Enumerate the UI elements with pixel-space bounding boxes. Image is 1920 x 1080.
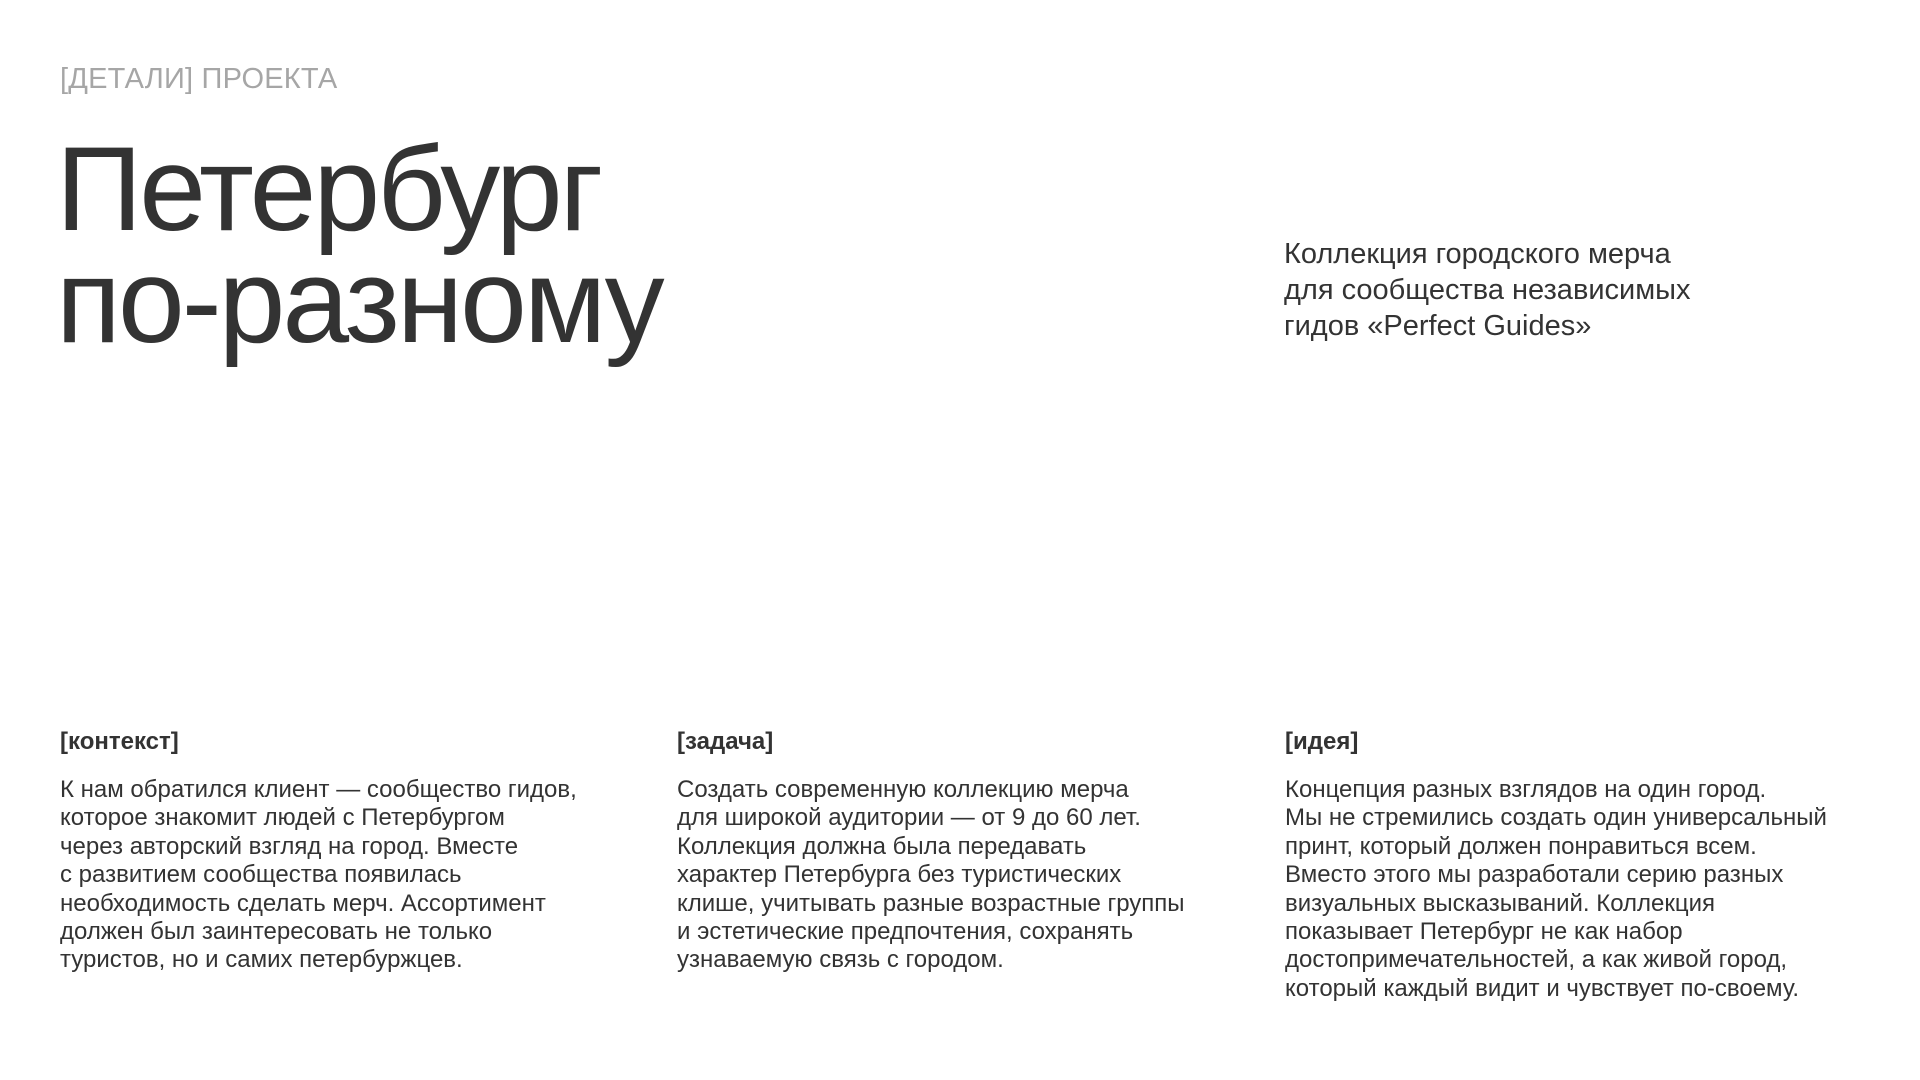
page-title xyxy=(56,122,662,368)
text-line: показывает Петербург не как набор xyxy=(1285,918,1683,946)
text-line: который каждый видит и чувствует по-своему. xyxy=(1285,974,1800,1002)
text-line: Создать современную коллекцию мерча xyxy=(677,776,1129,803)
task-section xyxy=(677,728,1237,975)
text-line: через авторский взгляд на город. Вместе xyxy=(60,832,519,860)
text-line: туристов, но и самих петербуржцев. xyxy=(60,946,463,974)
text-line: принт, который должен понравиться всем. xyxy=(1285,832,1757,860)
project-subtitle xyxy=(1284,236,1804,344)
text-line: и эстетические предпочтения, сохранять xyxy=(677,918,1134,946)
text-line: достопримечательностей, а как живой город, xyxy=(1285,946,1788,974)
section-eyebrow: [ДЕТАЛИ] ПРОЕКТА xyxy=(60,63,338,95)
text-line: необходимость сделать мерч. Ассортимент xyxy=(60,889,546,917)
text-line: которое знакомит людей с Петербургом xyxy=(60,804,505,832)
task-heading: [задача] xyxy=(677,728,774,755)
context-heading: [контекст] xyxy=(60,728,179,755)
idea-text xyxy=(1285,776,1885,1003)
page-title-line: по-разному xyxy=(56,234,662,368)
task-text xyxy=(677,776,1237,975)
subtitle-line: для сообщества независимых xyxy=(1284,274,1691,306)
text-line: для широкой аудитории — от 9 до 60 лет. xyxy=(677,804,1141,832)
text-line: узнаваемую связь с городом. xyxy=(677,946,1004,974)
text-line: Мы не стремились создать один универсальный xyxy=(1285,804,1827,832)
text-line: К нам обратился клиент — сообщество гидов, xyxy=(60,776,577,803)
idea-heading: [идея] xyxy=(1285,728,1359,755)
subtitle-line: гидов «Perfect Guides» xyxy=(1284,310,1592,342)
text-line: с развитием сообщества появилась xyxy=(60,861,462,889)
page-title-line: Петербург xyxy=(56,122,601,256)
context-text xyxy=(60,776,620,975)
subtitle-line: Коллекция городского мерча xyxy=(1284,238,1671,270)
text-line: должен был заинтересовать не только xyxy=(60,918,493,946)
text-line: Вместо этого мы разработали серию разных xyxy=(1285,861,1784,889)
context-section xyxy=(60,728,620,975)
text-line: Коллекция должна была передавать xyxy=(677,832,1087,860)
text-line: Концепция разных взглядов на один город. xyxy=(1285,776,1767,803)
text-line: клише, учитывать разные возрастные группы xyxy=(677,889,1185,917)
idea-section xyxy=(1285,728,1885,1003)
text-line: визуальных высказываний. Коллекция xyxy=(1285,889,1716,917)
text-line: характер Петербурга без туристических xyxy=(677,861,1122,889)
